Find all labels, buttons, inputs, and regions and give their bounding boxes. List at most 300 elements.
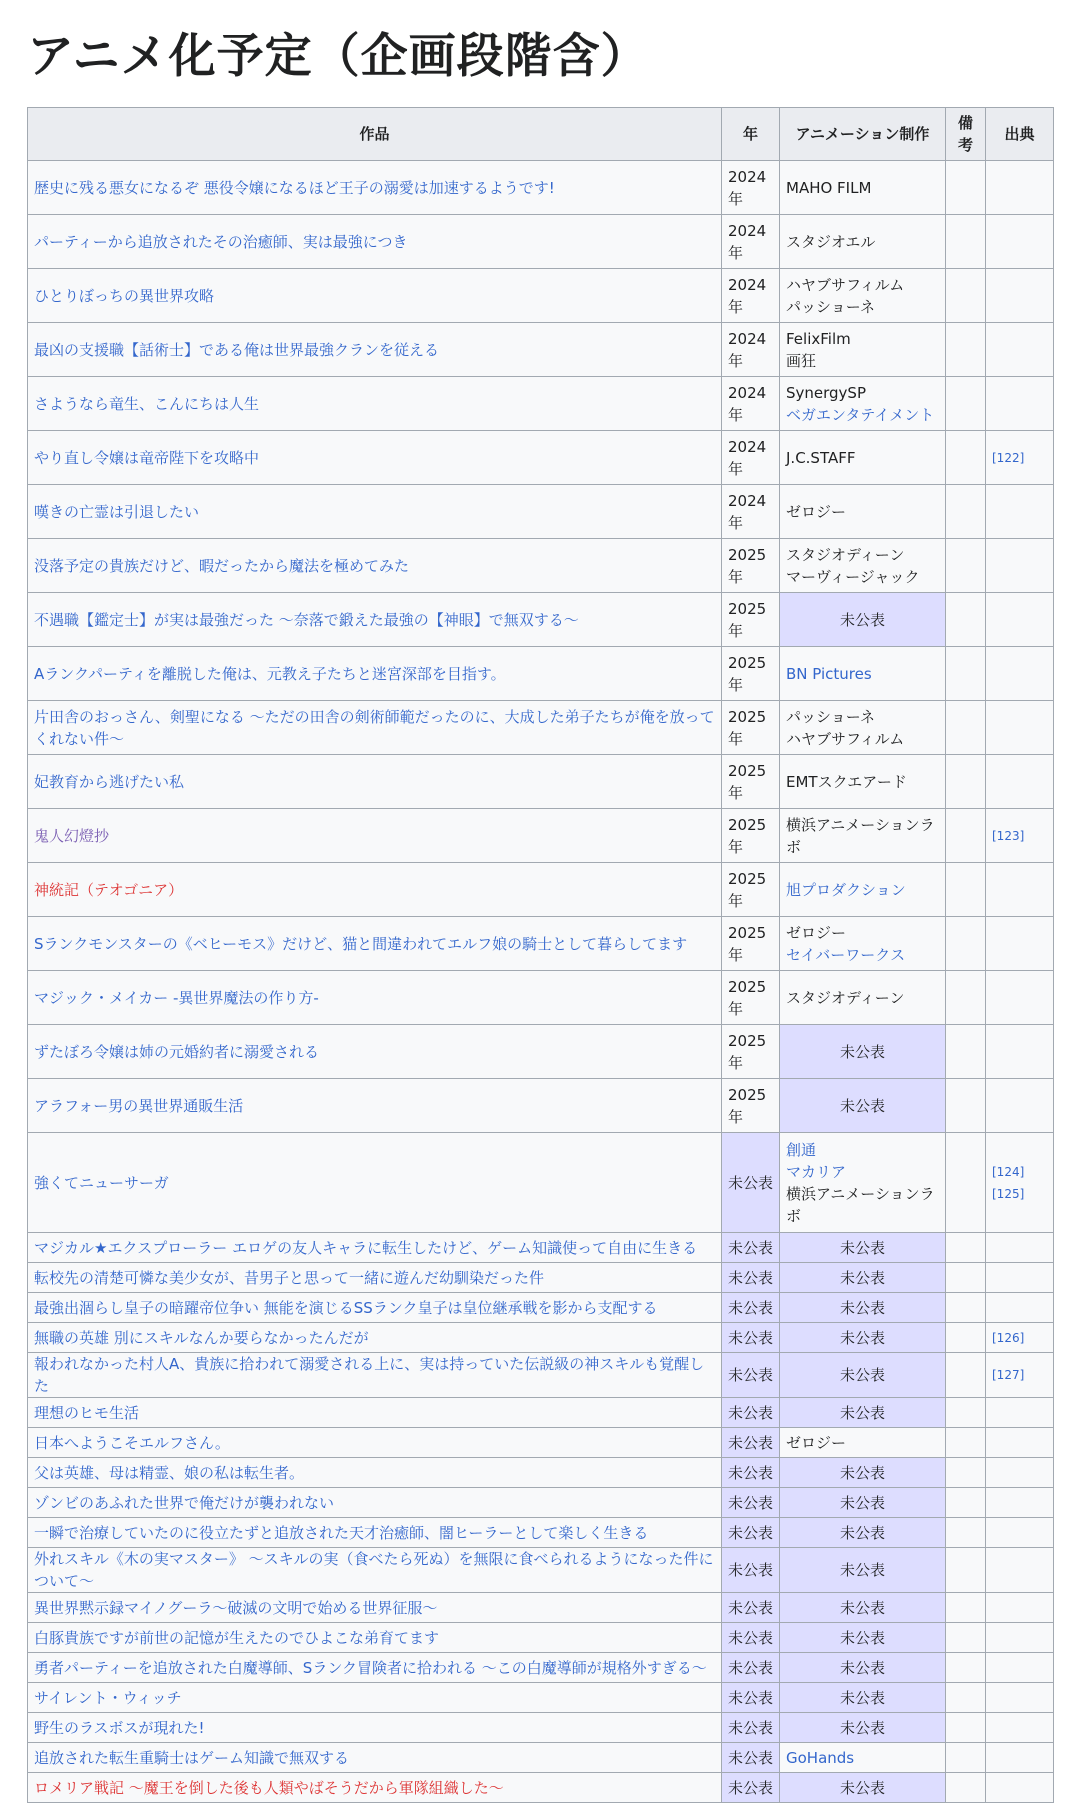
source-cell: [986, 485, 1054, 539]
table-row: [28, 269, 1054, 323]
notes-cell: [946, 755, 986, 809]
year-number: 2025: [728, 815, 767, 834]
year-suffix: 年: [728, 729, 744, 748]
work-cell: [28, 1743, 722, 1773]
year-number: 2024: [728, 167, 767, 186]
table-row: [28, 1025, 1054, 1079]
table-row: [28, 1263, 1054, 1293]
header-notes-line1: 備: [957, 114, 973, 132]
unannounced-label: 未公表: [728, 1403, 774, 1422]
notes-cell: [946, 431, 986, 485]
year-cell: [722, 377, 780, 431]
studio-name: スタジオエル: [786, 232, 876, 251]
year-unannounced-cell: [722, 1548, 780, 1593]
work-title-link[interactable]: 無職の英雄 別にスキルなんか要らなかったんだが: [34, 1328, 369, 1347]
source-cell: [986, 1428, 1054, 1458]
table-row: [28, 917, 1054, 971]
source-cell: [986, 1353, 1054, 1398]
year-number: 2025: [728, 761, 767, 780]
year-number: 2025: [728, 977, 767, 996]
work-title-link[interactable]: 追放された転生重騎士はゲーム知識で無双する: [34, 1748, 350, 1767]
citation-link[interactable]: [122]: [992, 450, 1025, 465]
notes-cell: [946, 971, 986, 1025]
notes-cell: [946, 485, 986, 539]
work-title-link[interactable]: 鬼人幻燈抄: [34, 826, 110, 845]
studio-unannounced-cell: [780, 1353, 946, 1398]
work-title-link[interactable]: サイレント・ウィッチ: [34, 1688, 182, 1707]
unannounced-label: 未公表: [839, 1718, 885, 1737]
table-row: [28, 431, 1054, 485]
studio-link[interactable]: マカリア: [786, 1162, 847, 1181]
header-work[interactable]: 作品: [28, 108, 722, 161]
work-title-link[interactable]: やり直し令嬢は竜帝陛下を攻略中: [34, 448, 260, 467]
studio-cell: [780, 1428, 946, 1458]
source-cell: [986, 1518, 1054, 1548]
work-cell: [28, 1233, 722, 1263]
work-cell: [28, 215, 722, 269]
work-title-link[interactable]: 日本へようこそエルフさん。: [34, 1433, 230, 1452]
work-title-link[interactable]: 歴史に残る悪女になるぞ 悪役令嬢になるほど王子の溺愛は加速するようです!: [34, 178, 555, 197]
table-row: [28, 1488, 1054, 1518]
unannounced-label: 未公表: [839, 1268, 885, 1287]
work-cell: [28, 1353, 722, 1398]
unannounced-label: 未公表: [728, 1628, 774, 1647]
source-cell: [986, 1293, 1054, 1323]
studio-unannounced-cell: [780, 1233, 946, 1263]
work-title-link[interactable]: 片田舎のおっさん、剣聖になる 〜ただの田舎の剣術師範だったのに、大成した弟子たちが俺を放ってくれない件〜: [34, 707, 715, 748]
source-cell: [986, 1079, 1054, 1133]
work-title-link[interactable]: ゾンビのあふれた世界で俺だけが襲われない: [34, 1493, 335, 1512]
year-cell: [722, 1079, 780, 1133]
year-unannounced-cell: [722, 1428, 780, 1458]
year-number: 2024: [728, 275, 767, 294]
work-cell: [28, 1133, 722, 1233]
table-row: [28, 1623, 1054, 1653]
work-cell: [28, 323, 722, 377]
notes-cell: [946, 1323, 986, 1353]
source-cell: [986, 1398, 1054, 1428]
year-cell: [722, 323, 780, 377]
studio-cell: [780, 161, 946, 215]
work-title-link[interactable]: 父は英雄、母は精霊、娘の私は転生者。: [34, 1463, 305, 1482]
work-title-link[interactable]: Aランクパーティを離脱した俺は、元教え子たちと迷宮深部を目指す。: [34, 664, 506, 683]
work-title-link[interactable]: 神統記（テオゴニア）: [34, 880, 184, 899]
table-row: [28, 323, 1054, 377]
year-number: 2024: [728, 329, 767, 348]
header-source[interactable]: 出典: [986, 108, 1054, 161]
table-row: [28, 593, 1054, 647]
studio-unannounced-cell: [780, 1623, 946, 1653]
notes-cell: [946, 1518, 986, 1548]
year-number: 2025: [728, 653, 767, 672]
year-number: 2025: [728, 707, 767, 726]
studio-name: パッショーネ: [786, 297, 875, 316]
work-title-link[interactable]: パーティーから追放されたその治癒師、実は最強につき: [34, 232, 408, 251]
year-suffix: 年: [728, 243, 744, 262]
year-unannounced-cell: [722, 1773, 780, 1803]
table-row: [28, 755, 1054, 809]
notes-cell: [946, 1743, 986, 1773]
source-cell: [986, 323, 1054, 377]
studio-name: ハヤブサフィルム: [786, 729, 905, 748]
work-title-link[interactable]: 白豚貴族ですが前世の記憶が生えたのでひよこな弟育てます: [34, 1628, 440, 1647]
source-cell: [986, 1233, 1054, 1263]
studio-unannounced-cell: [780, 1488, 946, 1518]
notes-cell: [946, 647, 986, 701]
studio-name: MAHO FILM: [786, 178, 872, 197]
source-cell: [986, 971, 1054, 1025]
studio-cell: [780, 323, 946, 377]
header-notes[interactable]: [946, 108, 986, 161]
year-cell: [722, 539, 780, 593]
anime-schedule-table: [27, 107, 1054, 1803]
notes-cell: [946, 1398, 986, 1428]
table-row: [28, 1133, 1054, 1233]
table-row: [28, 1353, 1054, 1398]
studio-cell: [780, 1133, 946, 1233]
unannounced-label: 未公表: [728, 1493, 774, 1512]
work-title-link[interactable]: 最強出涸らし皇子の暗躍帝位争い 無能を演じるSSランク皇子は皇位継承戦を影から支配する: [34, 1298, 658, 1317]
work-title-link[interactable]: 報われなかった村人A、貴族に拾われて溺愛される上に、実は持っていた伝説級の神スキルも覚醒した: [34, 1355, 705, 1395]
source-cell: [986, 377, 1054, 431]
studio-link[interactable]: ベガエンタテイメント: [786, 405, 935, 424]
source-cell: [986, 1133, 1054, 1233]
source-cell: [986, 269, 1054, 323]
table-row: [28, 161, 1054, 215]
notes-cell: [946, 1713, 986, 1743]
source-cell: [986, 1025, 1054, 1079]
studio-link[interactable]: BN Pictures: [786, 664, 872, 683]
studio-unannounced-cell: [780, 1079, 946, 1133]
notes-cell: [946, 863, 986, 917]
notes-cell: [946, 1488, 986, 1518]
work-cell: [28, 1458, 722, 1488]
work-cell: [28, 1263, 722, 1293]
year-unannounced-cell: [722, 1293, 780, 1323]
work-cell: [28, 1653, 722, 1683]
unannounced-label: 未公表: [728, 1778, 774, 1797]
table-row: [28, 809, 1054, 863]
work-title-link[interactable]: 不遇職【鑑定士】が実は最強だった 〜奈落で鍛えた最強の【神眼】で無双する〜: [34, 610, 579, 629]
year-cell: [722, 917, 780, 971]
studio-cell: [780, 647, 946, 701]
citation-link[interactable]: [124][125]: [992, 1164, 1025, 1201]
notes-cell: [946, 1293, 986, 1323]
studio-name: EMTスクエアード: [786, 772, 907, 791]
source-cell: [986, 215, 1054, 269]
unannounced-label: 未公表: [839, 1463, 885, 1482]
notes-cell: [946, 1263, 986, 1293]
notes-cell: [946, 1458, 986, 1488]
studio-link[interactable]: 創通: [786, 1140, 817, 1159]
header-studio[interactable]: アニメーション制作: [780, 108, 946, 161]
year-suffix: 年: [728, 1053, 744, 1072]
table-row: [28, 701, 1054, 755]
studio-unannounced-cell: [780, 1025, 946, 1079]
unannounced-label: 未公表: [728, 1748, 774, 1767]
table-row: [28, 1428, 1054, 1458]
work-cell: [28, 269, 722, 323]
year-cell: [722, 647, 780, 701]
studio-name: 横浜アニメーションラボ: [786, 815, 935, 856]
year-number: 2024: [728, 221, 767, 240]
unannounced-label: 未公表: [728, 1298, 774, 1317]
source-cell: [986, 863, 1054, 917]
table-header-row: [28, 108, 1054, 161]
table-row: [28, 215, 1054, 269]
notes-cell: [946, 1773, 986, 1803]
work-title-link[interactable]: マジカル★エクスプローラー エロゲの友人キャラに転生したけど、ゲーム知識使って自由に生きる: [34, 1238, 698, 1257]
work-cell: [28, 701, 722, 755]
article-section: [27, 0, 1053, 1803]
year-unannounced-cell: [722, 1233, 780, 1263]
source-cell: [986, 1623, 1054, 1653]
header-notes-line2: 考: [957, 136, 973, 154]
work-cell: [28, 485, 722, 539]
year-suffix: 年: [728, 837, 744, 856]
source-cell: [986, 1458, 1054, 1488]
work-title-link[interactable]: 嘆きの亡霊は引退したい: [34, 502, 200, 521]
work-title-link[interactable]: 一瞬で治療していたのに役立たずと追放された天才治癒師、闇ヒーラーとして楽しく生きる: [34, 1523, 649, 1542]
year-number: 2025: [728, 923, 767, 942]
work-title-link[interactable]: アラフォー男の異世界通販生活: [34, 1096, 244, 1115]
citation-link[interactable]: [126]: [992, 1330, 1025, 1345]
notes-cell: [946, 1593, 986, 1623]
year-cell: [722, 863, 780, 917]
year-unannounced-cell: [722, 1683, 780, 1713]
unannounced-label: 未公表: [839, 1628, 885, 1647]
year-suffix: 年: [728, 189, 744, 208]
work-title-link[interactable]: 外れスキル《木の実マスター》 〜スキルの実（食べたら死ぬ）を無限に食べられるようになった件について〜: [34, 1550, 714, 1590]
notes-cell: [946, 161, 986, 215]
work-title-link[interactable]: 異世界黙示録マイノグーラ〜破滅の文明で始める世界征服〜: [34, 1598, 438, 1617]
year-number: 2025: [728, 545, 767, 564]
studio-unannounced-cell: [780, 1773, 946, 1803]
studio-unannounced-cell: [780, 1263, 946, 1293]
studio-unannounced-cell: [780, 1548, 946, 1593]
source-cell: [986, 1683, 1054, 1713]
notes-cell: [946, 701, 986, 755]
table-row: [28, 1293, 1054, 1323]
year-suffix: 年: [728, 513, 744, 532]
year-cell: [722, 161, 780, 215]
work-cell: [28, 809, 722, 863]
unannounced-label: 未公表: [728, 1718, 774, 1737]
work-title-link[interactable]: さようなら竜生、こんにちは人生: [34, 394, 260, 413]
studio-unannounced-cell: [780, 1593, 946, 1623]
notes-cell: [946, 1428, 986, 1458]
unannounced-label: 未公表: [839, 1778, 885, 1797]
table-row: [28, 1458, 1054, 1488]
source-cell: [986, 161, 1054, 215]
work-cell: [28, 1623, 722, 1653]
notes-cell: [946, 1653, 986, 1683]
header-year[interactable]: 年: [722, 108, 780, 161]
year-number: 2024: [728, 383, 767, 402]
work-cell: [28, 161, 722, 215]
year-unannounced-cell: [722, 1713, 780, 1743]
studio-name: ハヤブサフィルム: [786, 275, 905, 294]
notes-cell: [946, 1683, 986, 1713]
unannounced-label: 未公表: [839, 1523, 885, 1542]
work-title-link[interactable]: 強くてニューサーガ: [34, 1173, 169, 1192]
source-cell: [986, 755, 1054, 809]
unannounced-label: 未公表: [839, 1328, 885, 1347]
notes-cell: [946, 593, 986, 647]
table-row: [28, 863, 1054, 917]
studio-name: 画狂: [786, 351, 817, 370]
studio-unannounced-cell: [780, 1398, 946, 1428]
table-row: [28, 1079, 1054, 1133]
source-cell: [986, 809, 1054, 863]
table-row: [28, 1713, 1054, 1743]
year-unannounced-cell: [722, 1653, 780, 1683]
source-cell: [986, 1713, 1054, 1743]
source-cell: [986, 1548, 1054, 1593]
work-title-link[interactable]: 妃教育から逃げたい私: [34, 772, 185, 791]
unannounced-label: 未公表: [728, 1523, 774, 1542]
work-cell: [28, 863, 722, 917]
year-number: 2024: [728, 437, 767, 456]
year-unannounced-cell: [722, 1623, 780, 1653]
studio-unannounced-cell: [780, 593, 946, 647]
work-title-link[interactable]: Sランクモンスターの《ベヒーモス》だけど、猫と間違われてエルフ娘の騎士として暮らしてます: [34, 934, 688, 953]
unannounced-label: 未公表: [839, 1658, 885, 1677]
studio-name: ゼロジー: [786, 923, 847, 942]
unannounced-label: 未公表: [839, 1493, 885, 1512]
studio-name: パッショーネ: [786, 707, 875, 726]
work-cell: [28, 1683, 722, 1713]
year-suffix: 年: [728, 297, 744, 316]
work-cell: [28, 971, 722, 1025]
work-cell: [28, 1293, 722, 1323]
work-title-link[interactable]: 勇者パーティーを追放された白魔導師、Sランク冒険者に拾われる 〜この白魔導師が規格外すぎる〜: [34, 1658, 707, 1677]
year-unannounced-cell: [722, 1593, 780, 1623]
year-cell: [722, 971, 780, 1025]
studio-cell: [780, 971, 946, 1025]
notes-cell: [946, 917, 986, 971]
citation-link[interactable]: [123]: [992, 828, 1025, 843]
work-title-link[interactable]: マジック・メイカー -異世界魔法の作り方-: [34, 988, 319, 1007]
work-title-link[interactable]: 没落予定の貴族だけど、暇だったから魔法を極めてみた: [34, 556, 410, 575]
work-title-link[interactable]: 最凶の支援職【話術士】である俺は世界最強クランを従える: [34, 340, 440, 359]
year-unannounced-cell: [722, 1458, 780, 1488]
page-title: アニメ化予定（企画段階含）: [27, 29, 649, 84]
unannounced-label: 未公表: [728, 1328, 774, 1347]
notes-cell: [946, 1233, 986, 1263]
work-cell: [28, 1079, 722, 1133]
work-cell: [28, 1773, 722, 1803]
studio-link[interactable]: 旭プロダクション: [786, 880, 906, 899]
table-row: [28, 1548, 1054, 1593]
table-row: [28, 1398, 1054, 1428]
work-title-link[interactable]: 転校先の清楚可憐な美少女が、昔男子と思って一緒に遊んだ幼馴染だった件: [34, 1268, 545, 1287]
notes-cell: [946, 1079, 986, 1133]
source-cell: [986, 1773, 1054, 1803]
studio-cell: [780, 269, 946, 323]
table-row: [28, 1233, 1054, 1263]
studio-cell: [780, 755, 946, 809]
work-title-link[interactable]: ロメリア戦記 〜魔王を倒した後も人類やばそうだから軍隊組織した〜: [34, 1778, 504, 1797]
work-cell: [28, 1323, 722, 1353]
work-cell: [28, 1488, 722, 1518]
unannounced-label: 未公表: [839, 1366, 885, 1384]
work-title-link[interactable]: 理想のヒモ生活: [34, 1403, 140, 1422]
year-unannounced-cell: [722, 1263, 780, 1293]
year-cell: [722, 215, 780, 269]
unannounced-label: 未公表: [839, 1096, 885, 1115]
table-row: [28, 1518, 1054, 1548]
table-row: [28, 971, 1054, 1025]
studio-unannounced-cell: [780, 1683, 946, 1713]
table-row: [28, 647, 1054, 701]
year-unannounced-cell: [722, 1488, 780, 1518]
year-cell: [722, 593, 780, 647]
work-title-link[interactable]: 野生のラスボスが現れた!: [34, 1718, 205, 1737]
source-cell: [986, 701, 1054, 755]
notes-cell: [946, 1353, 986, 1398]
studio-name: ゼロジー: [786, 1433, 847, 1452]
unannounced-label: 未公表: [839, 1598, 885, 1617]
unannounced-label: 未公表: [728, 1688, 774, 1707]
work-cell: [28, 1428, 722, 1458]
work-title-link[interactable]: ひとりぼっちの異世界攻略: [34, 286, 215, 305]
work-cell: [28, 647, 722, 701]
year-cell: [722, 431, 780, 485]
unannounced-label: 未公表: [728, 1366, 774, 1384]
year-suffix: 年: [728, 945, 744, 964]
year-suffix: 年: [728, 1107, 744, 1126]
studio-unannounced-cell: [780, 1713, 946, 1743]
source-cell: [986, 647, 1054, 701]
work-cell: [28, 755, 722, 809]
source-cell: [986, 917, 1054, 971]
studio-name: SynergySP: [786, 383, 867, 402]
table-row: [28, 1773, 1054, 1803]
studio-unannounced-cell: [780, 1653, 946, 1683]
studio-name: J.C.STAFF: [786, 448, 856, 467]
work-cell: [28, 917, 722, 971]
table-row: [28, 485, 1054, 539]
work-title-link[interactable]: ずたぼろ令嬢は姉の元婚約者に溺愛される: [34, 1042, 320, 1061]
unannounced-label: 未公表: [839, 1561, 885, 1579]
work-cell: [28, 377, 722, 431]
notes-cell: [946, 269, 986, 323]
notes-cell: [946, 1623, 986, 1653]
year-cell: [722, 701, 780, 755]
year-cell: [722, 809, 780, 863]
year-suffix: 年: [728, 351, 744, 370]
notes-cell: [946, 539, 986, 593]
year-cell: [722, 755, 780, 809]
studio-unannounced-cell: [780, 1293, 946, 1323]
source-cell: [986, 431, 1054, 485]
studio-name: ゼロジー: [786, 502, 847, 521]
unannounced-label: 未公表: [728, 1561, 774, 1579]
studio-link[interactable]: GoHands: [786, 1748, 855, 1767]
studio-cell: [780, 539, 946, 593]
year-number: 2024: [728, 491, 767, 510]
notes-cell: [946, 215, 986, 269]
citation-link[interactable]: [127]: [992, 1368, 1025, 1382]
studio-name: FelixFilm: [786, 329, 851, 348]
studio-link[interactable]: セイバーワークス: [786, 945, 906, 964]
work-cell: [28, 1398, 722, 1428]
work-cell: [28, 1518, 722, 1548]
table-body: [28, 161, 1054, 1803]
year-suffix: 年: [728, 621, 744, 640]
studio-cell: [780, 701, 946, 755]
